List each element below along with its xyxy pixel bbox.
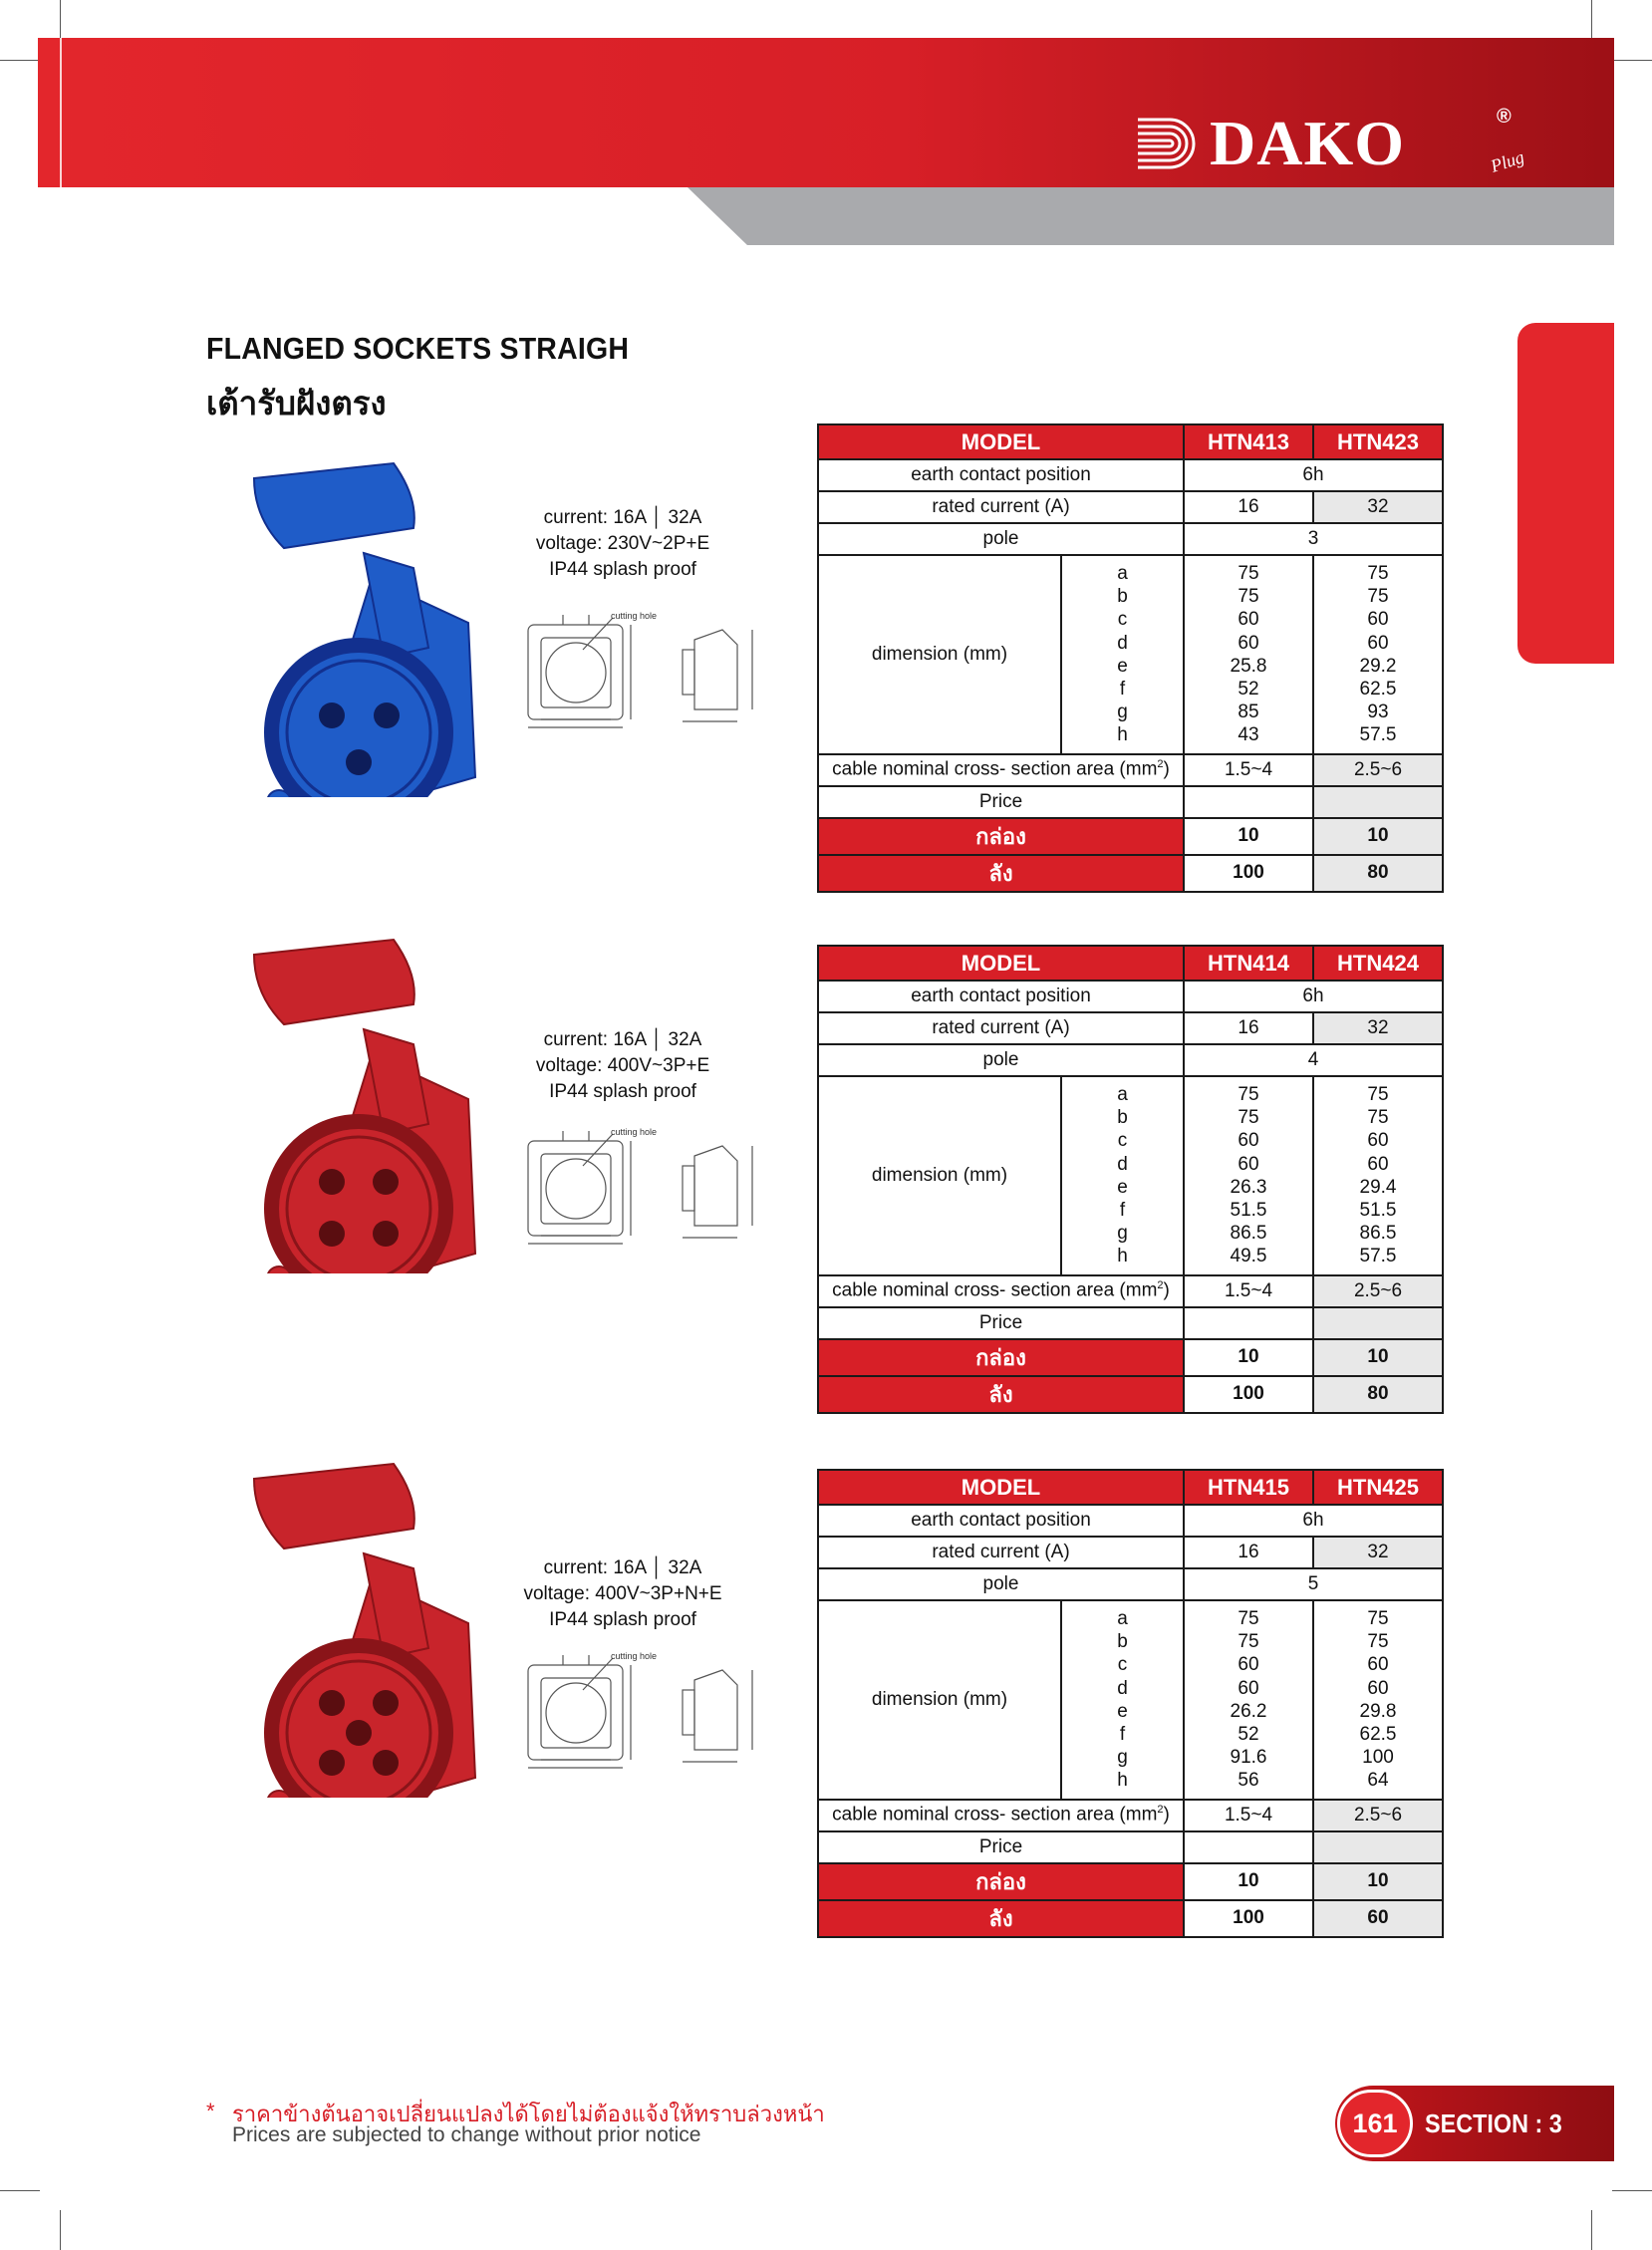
rated-value: 16 [1184, 1012, 1313, 1044]
dim-value: 75 [1367, 563, 1389, 584]
box-value: 10 [1313, 1339, 1443, 1376]
spec-ip: IP44 splash proof [549, 1609, 696, 1630]
header-stripe [688, 187, 1614, 245]
dim-letter: a [1117, 1608, 1128, 1629]
dim-value: 93 [1367, 702, 1389, 723]
table-header-row [818, 424, 1443, 459]
dim-value: 60 [1367, 632, 1389, 654]
dim-letter: c [1117, 609, 1128, 631]
dim-value: 60 [1238, 1153, 1259, 1175]
dim-value: 75 [1238, 1608, 1259, 1629]
table-row [818, 1863, 1443, 1900]
model-code: HTN415 [1184, 1470, 1313, 1505]
carton-value: 80 [1313, 1376, 1443, 1413]
box-value: 10 [1184, 818, 1313, 855]
table-row [818, 754, 1443, 786]
spec-current: current: 16A │ 32A [543, 1557, 702, 1578]
carton-value: 80 [1313, 855, 1443, 892]
cable-label: cable nominal cross- section area $(mm^2)$ [818, 1800, 1184, 1831]
carton-value: 100 [1184, 1376, 1313, 1413]
spec-block [508, 505, 737, 583]
table-row [818, 1600, 1443, 1800]
dim-value: 43 [1238, 724, 1259, 746]
rated-label: rated current (A) [818, 1012, 1184, 1044]
price-label: Price [818, 1831, 1184, 1863]
dim-value: 60 [1238, 632, 1259, 654]
spec-block [508, 1027, 737, 1105]
dimension-values [1184, 1600, 1313, 1800]
dim-value: 75 [1238, 1107, 1259, 1129]
price-value [1313, 1307, 1443, 1339]
dim-letter: d [1117, 1677, 1128, 1699]
crop-mark [1591, 0, 1592, 40]
dim-letter: b [1117, 586, 1128, 608]
dimension-drawing [523, 1650, 792, 1780]
dim-value: 85 [1238, 702, 1259, 723]
model-code: HTN423 [1313, 424, 1443, 459]
dim-letter: g [1117, 702, 1128, 723]
crop-mark [60, 2210, 61, 2250]
dim-value: 26.2 [1230, 1700, 1267, 1722]
cable-value: 2.5~6 [1313, 1800, 1443, 1831]
dim-letter: a [1117, 1084, 1128, 1105]
dim-value: 52 [1238, 678, 1259, 700]
table-row [818, 491, 1443, 523]
crop-mark [0, 60, 40, 61]
carton-value: 100 [1184, 1900, 1313, 1937]
table-row [818, 1900, 1443, 1937]
spec-table [817, 423, 1444, 893]
dim-value: 86.5 [1359, 1223, 1397, 1245]
carton-value: 100 [1184, 855, 1313, 892]
dim-value: 75 [1238, 563, 1259, 584]
model-code: HTN425 [1313, 1470, 1443, 1505]
dim-letter: g [1117, 1223, 1128, 1245]
dim-value: 25.8 [1230, 655, 1267, 677]
pole-label: pole [818, 1568, 1184, 1600]
dimension-label: dimension (mm) [818, 1076, 1061, 1275]
dimension-drawing-wrap [523, 1650, 792, 1780]
dim-letter: b [1117, 1107, 1128, 1129]
dim-value: 91.6 [1230, 1747, 1267, 1769]
socket-photo [214, 1459, 483, 1803]
page-subtitle-thai: เต้ารับฝังตรง [206, 385, 387, 422]
crop-mark [0, 2190, 40, 2191]
dimension-label: dimension (mm) [818, 1600, 1061, 1800]
dim-letter: f [1119, 1723, 1126, 1745]
dim-letter: g [1117, 1747, 1128, 1769]
spec-voltage: voltage: 400V~3P+N+E [523, 1583, 722, 1604]
dim-letter: e [1117, 655, 1128, 677]
dim-value: 62.5 [1359, 678, 1397, 700]
earth-label: earth contact position [818, 981, 1184, 1012]
brand-d-mark-icon [1136, 117, 1210, 170]
socket-photo [214, 935, 483, 1278]
page-number: 161 [1337, 2090, 1413, 2157]
table-row [818, 1012, 1443, 1044]
brand-name: DAKO [1210, 108, 1405, 178]
cutting-hole-label: cutting hole [611, 611, 658, 621]
box-label: กล่อง [818, 818, 1184, 855]
dim-letter: h [1117, 1246, 1128, 1267]
model-label: MODEL [818, 946, 1184, 981]
dim-value: 57.5 [1359, 724, 1397, 746]
dim-value: 29.2 [1359, 655, 1397, 677]
dimension-letters [1061, 1076, 1184, 1275]
dim-value: 57.5 [1359, 1246, 1397, 1267]
dim-letter: b [1117, 1631, 1128, 1653]
dim-value: 86.5 [1230, 1223, 1267, 1245]
cable-value: 2.5~6 [1313, 754, 1443, 786]
dim-letter: f [1119, 678, 1126, 700]
table-row [818, 981, 1443, 1012]
rated-value: 32 [1313, 1537, 1443, 1568]
table-row [818, 1568, 1443, 1600]
dim-value: 51.5 [1230, 1199, 1267, 1221]
earth-label: earth contact position [818, 459, 1184, 491]
cutting-hole-label: cutting hole [611, 1127, 658, 1137]
header-rule [60, 38, 62, 187]
dim-value: 26.3 [1230, 1176, 1267, 1198]
price-value [1184, 1831, 1313, 1863]
dimension-values [1184, 555, 1313, 754]
dim-value: 62.5 [1359, 1723, 1397, 1745]
pole-label: pole [818, 1044, 1184, 1076]
table-row [818, 855, 1443, 892]
page-title: FLANGED SOCKETS STRAIGH [206, 331, 630, 366]
dim-value: 60 [1367, 609, 1389, 631]
dim-value: 49.5 [1230, 1246, 1267, 1267]
dim-letter: d [1117, 1153, 1128, 1175]
dimension-drawing-wrap [523, 610, 792, 739]
rated-value: 16 [1184, 491, 1313, 523]
brand-tag: Plug [1488, 146, 1527, 176]
carton-label: ลัง [818, 1900, 1184, 1937]
footnote-english: Prices are subjected to change without prior notice [232, 2123, 701, 2146]
table-header-row [818, 946, 1443, 981]
price-value [1313, 786, 1443, 818]
dim-value: 75 [1367, 586, 1389, 608]
dim-letter: h [1117, 1770, 1128, 1792]
pole-label: pole [818, 523, 1184, 555]
price-value [1313, 1831, 1443, 1863]
dim-value: 60 [1238, 609, 1259, 631]
price-value [1184, 786, 1313, 818]
model-label: MODEL [818, 424, 1184, 459]
dim-value: 75 [1367, 1608, 1389, 1629]
spec-block [508, 1555, 737, 1633]
crop-mark [1591, 2210, 1592, 2250]
dimension-values [1313, 1076, 1443, 1275]
earth-label: earth contact position [818, 1505, 1184, 1537]
table-row [818, 1076, 1443, 1275]
crop-mark [60, 0, 61, 40]
dimension-values [1184, 1076, 1313, 1275]
dim-value: 75 [1238, 1084, 1259, 1105]
dim-letter: d [1117, 632, 1128, 654]
pole-value: 4 [1184, 1044, 1443, 1076]
dim-value: 64 [1367, 1770, 1389, 1792]
table-row [818, 1537, 1443, 1568]
cable-value: 1.5~4 [1184, 754, 1313, 786]
dim-value: 60 [1238, 1677, 1259, 1699]
dim-value: 60 [1367, 1654, 1389, 1676]
table-header-row [818, 1470, 1443, 1505]
earth-value: 6h [1184, 459, 1443, 491]
table-row [818, 1505, 1443, 1537]
dimension-letters [1061, 555, 1184, 754]
crop-mark [1612, 2190, 1652, 2191]
dim-value: 29.4 [1359, 1176, 1397, 1198]
cable-value: 1.5~4 [1184, 1275, 1313, 1307]
section-label: SECTION : 3 [1425, 2109, 1562, 2138]
table-row [818, 1044, 1443, 1076]
table-row [818, 459, 1443, 491]
dim-value: 29.8 [1359, 1700, 1397, 1722]
table-row [818, 1339, 1443, 1376]
dim-value: 56 [1238, 1770, 1259, 1792]
dim-value: 51.5 [1359, 1199, 1397, 1221]
dim-letter: e [1117, 1700, 1128, 1722]
footnote-thai: ราคาข้างต้นอาจเปลี่ยนแปลงได้โดยไม่ต้องแจ้งให้ทราบล่วงหน้า [232, 2102, 825, 2126]
dim-letter: f [1119, 1199, 1126, 1221]
table-row [818, 1275, 1443, 1307]
dimension-values [1313, 1600, 1443, 1800]
table-row [818, 1800, 1443, 1831]
spec-table [817, 945, 1444, 1414]
cable-label: cable nominal cross- section area $(mm^2)$ [818, 1275, 1184, 1307]
dim-letter: a [1117, 563, 1128, 584]
spec-voltage: voltage: 230V~2P+E [535, 533, 710, 554]
pole-value: 3 [1184, 523, 1443, 555]
price-value [1184, 1307, 1313, 1339]
dim-value: 60 [1367, 1130, 1389, 1152]
dim-value: 75 [1238, 1631, 1259, 1653]
dim-value: 75 [1367, 1084, 1389, 1105]
spec-voltage: voltage: 400V~3P+E [535, 1055, 710, 1076]
footnote-marker: * [206, 2099, 215, 2123]
table-row [818, 1831, 1443, 1863]
model-code: HTN413 [1184, 424, 1313, 459]
dim-value: 75 [1367, 1631, 1389, 1653]
box-label: กล่อง [818, 1339, 1184, 1376]
table-row [818, 1376, 1443, 1413]
dim-value: 75 [1367, 1107, 1389, 1129]
socket-photo-icon [214, 458, 483, 797]
model-label: MODEL [818, 1470, 1184, 1505]
dimension-drawing [523, 610, 792, 739]
rated-value: 32 [1313, 491, 1443, 523]
dim-value: 60 [1238, 1130, 1259, 1152]
table-row [818, 1307, 1443, 1339]
rated-value: 32 [1313, 1012, 1443, 1044]
carton-label: ลัง [818, 855, 1184, 892]
spec-ip: IP44 splash proof [549, 559, 696, 580]
rated-label: rated current (A) [818, 491, 1184, 523]
rated-value: 16 [1184, 1537, 1313, 1568]
cable-value: 1.5~4 [1184, 1800, 1313, 1831]
table-row [818, 818, 1443, 855]
pole-value: 5 [1184, 1568, 1443, 1600]
socket-photo-icon [214, 935, 483, 1273]
spec-current: current: 16A │ 32A [543, 507, 702, 528]
box-label: กล่อง [818, 1863, 1184, 1900]
dimension-letters [1061, 1600, 1184, 1800]
table-row [818, 523, 1443, 555]
brand-logo [1136, 106, 1527, 178]
cable-value: 2.5~6 [1313, 1275, 1443, 1307]
dimension-drawing-wrap [523, 1126, 792, 1256]
dim-value: 100 [1362, 1747, 1394, 1769]
spec-current: current: 16A │ 32A [543, 1029, 702, 1050]
spec-table [817, 1469, 1444, 1938]
price-label: Price [818, 786, 1184, 818]
dimension-drawing [523, 1126, 792, 1256]
dimension-label: dimension (mm) [818, 555, 1061, 754]
box-value: 10 [1184, 1339, 1313, 1376]
crop-mark [1612, 60, 1652, 61]
spec-ip: IP44 splash proof [549, 1081, 696, 1102]
dim-letter: h [1117, 724, 1128, 746]
cutting-hole-label: cutting hole [611, 1651, 658, 1661]
table-row [818, 555, 1443, 754]
cable-label: cable nominal cross- section area $(mm^2)$ [818, 754, 1184, 786]
carton-label: ลัง [818, 1376, 1184, 1413]
model-code: HTN424 [1313, 946, 1443, 981]
dimension-values [1313, 555, 1443, 754]
box-value: 10 [1313, 1863, 1443, 1900]
earth-value: 6h [1184, 1505, 1443, 1537]
socket-photo-icon [214, 1459, 483, 1798]
price-label: Price [818, 1307, 1184, 1339]
model-code: HTN414 [1184, 946, 1313, 981]
dim-letter: c [1117, 1130, 1128, 1152]
box-value: 10 [1313, 818, 1443, 855]
dim-value: 60 [1367, 1677, 1389, 1699]
dim-value: 60 [1367, 1153, 1389, 1175]
brand-registered: ® [1497, 106, 1512, 128]
dim-letter: e [1117, 1176, 1128, 1198]
socket-photo [214, 458, 483, 802]
rated-label: rated current (A) [818, 1537, 1184, 1568]
earth-value: 6h [1184, 981, 1443, 1012]
table-row [818, 786, 1443, 818]
dim-value: 52 [1238, 1723, 1259, 1745]
dim-value: 75 [1238, 586, 1259, 608]
dim-value: 60 [1238, 1654, 1259, 1676]
box-value: 10 [1184, 1863, 1313, 1900]
dim-letter: c [1117, 1654, 1128, 1676]
carton-value: 60 [1313, 1900, 1443, 1937]
